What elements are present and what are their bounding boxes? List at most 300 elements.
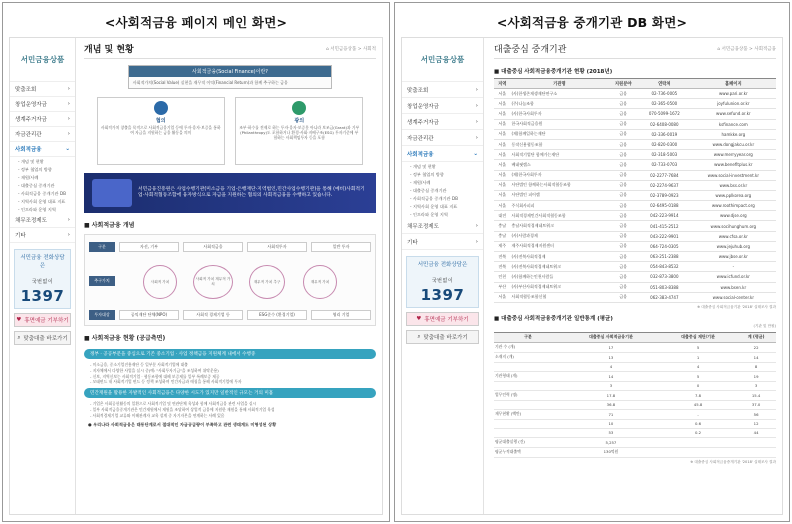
table-cell: 22 [736, 342, 776, 352]
table-row [494, 381, 776, 390]
call-center-title: 서민금융 전화상담은 [20, 255, 65, 270]
table-cell: 043-222-9901 [638, 231, 691, 241]
table-cell: (주)나눔조합 [510, 99, 608, 109]
sidebar-item-label: 자금관리관 [15, 132, 42, 138]
diagram-cell: 사회적 경제기업 등 [183, 310, 243, 320]
page-title: 개념 및 현황 ⌂ 서민금융상품 > 사회적 [84, 42, 376, 59]
table-source: ※ 대출중심 사회적금융기관 '2018' 실태조사 결과 [697, 304, 776, 309]
sidebar-item-label: 창업운영자금 [407, 103, 439, 110]
table-cell: 02-6408-0080 [638, 119, 691, 129]
table-header: 지원분야 [608, 79, 638, 89]
table-cell: 02-6495-0188 [638, 201, 691, 211]
custom-loan-button[interactable]: ⌕ 맞춤대출 바로가기 [14, 331, 71, 345]
status-line: - 지자체에서 다양한 사업을 실시 중(예: "사회투자기금"을 조성하여 위탁운용) [90, 368, 219, 374]
table-cell: 금융 [608, 170, 638, 180]
chevron-right-icon: › [475, 222, 478, 229]
breadcrumb[interactable]: ⌂ 서민금융상품 > 사회적금융 [717, 46, 776, 52]
custom-loan-button[interactable]: ⌕ 맞춤대출 바로가기 [406, 330, 479, 344]
table-cell[interactable]: www.bsen.kr [691, 282, 776, 292]
table-cell: 제주사회적경제지원센터 [510, 241, 608, 251]
donate-dormant-deposit-button[interactable]: ♥ 휴면예금 기부하기 [14, 313, 71, 327]
diagram-row-label: 추구가치 [89, 276, 115, 286]
table-cell [736, 437, 776, 447]
table-cell: (사)함께하는인천사람들 [510, 272, 608, 282]
table-cell [660, 447, 736, 457]
table-cell: 사단법인 피어랩 [510, 190, 608, 200]
table-cell: 1 [660, 352, 736, 362]
table-cell: 36.8 [562, 400, 660, 409]
donate-dormant-deposit-button[interactable]: ♥ 휴면예금 기부하기 [406, 312, 479, 326]
definition-heading: 사회적금융(Social Finance)이란? [129, 66, 331, 77]
chevron-right-icon: › [475, 238, 478, 245]
narrow-definition-card [97, 97, 225, 165]
sidebar-item[interactable] [402, 98, 483, 114]
table-cell: 44 [736, 428, 776, 437]
table-header: 지역 [494, 79, 510, 89]
call-center-number: 국번없이 1397 [20, 279, 65, 306]
table-cell: 서울 [494, 119, 510, 129]
sidebar-subitem[interactable]: - 개념 및 현황 [410, 163, 436, 169]
diagram-cell: 일반 투자 [311, 242, 371, 252]
table-cell: (사)전북사회적경제 [510, 252, 608, 262]
sidebar-item[interactable] [402, 146, 483, 162]
chevron-right-icon: › [67, 86, 70, 92]
table-cell: 0.6 [660, 419, 736, 428]
table-row [494, 352, 776, 362]
heart-icon: ♥ [416, 316, 422, 323]
table-row [494, 119, 776, 129]
status-bar-2: 민간재원을 활용한 자발적인 사회적금융은 다양한 시도가 있지만 일반적인 규모는 거의 미흡 [84, 388, 376, 398]
table-cell: 17.8 [562, 390, 660, 400]
table-cell: 15.4 [736, 390, 776, 400]
sidebar-item-label: 채무조정제도 [15, 218, 47, 225]
status-line: - 신보, 지역신보는 사회적기업 · 협동조합에 대해 보증제를 일부 특례보증 제공 [90, 373, 220, 379]
table-header: 홈페이지 [691, 79, 776, 89]
sidebar-item-label: 사회적금융 [15, 147, 42, 153]
table-cell [494, 428, 562, 437]
sidebar-subitem[interactable]: - 정부 협업의 방향 [18, 166, 52, 172]
sidebar-item[interactable] [10, 97, 75, 112]
table-cell: 서울 [494, 170, 510, 180]
sidebar-item[interactable] [10, 82, 75, 97]
table-cell: 서울 [494, 129, 510, 139]
table-row [494, 262, 776, 272]
table-header: 연락처 [638, 79, 691, 89]
table-cell: 130억원 [562, 447, 660, 457]
table-row [494, 89, 776, 99]
table-cell: 금융 [608, 211, 638, 221]
table-cell: 충남 [494, 231, 510, 241]
table-cell: 금융 [608, 201, 638, 211]
sidebar-item[interactable] [10, 112, 75, 127]
sidebar-subitem[interactable]: - 인프라와 운영 지역 [18, 206, 56, 212]
table-row [494, 180, 776, 190]
table-row [494, 437, 776, 447]
sidebar-subitem[interactable]: - 인프라와 운영 지역 [410, 211, 448, 217]
table-row [494, 409, 776, 419]
table-cell: 금융 [608, 129, 638, 139]
table-cell: 금융 [608, 190, 638, 200]
sidebar-item[interactable] [402, 114, 483, 130]
table-cell: (사)사람과경제 [510, 231, 608, 241]
table-row [494, 390, 776, 400]
sidebar-item[interactable] [402, 218, 483, 234]
table-cell: 충남사회적경제네트워크 [510, 221, 608, 231]
table-cell[interactable]: www.jejuhub.org [691, 241, 776, 251]
sidebar-logo[interactable]: 서민금융상품 [402, 38, 483, 82]
table-cell: 19 [736, 371, 776, 381]
table-cell: 금융 [608, 139, 638, 149]
table-row [494, 419, 776, 428]
sidebar-subitem[interactable]: - 사회적금융 중개기관 DB [410, 195, 459, 201]
sidebar-item-label: 맞춤조회 [407, 87, 429, 94]
chevron-right-icon: › [67, 116, 70, 122]
table-row [494, 129, 776, 139]
table-cell[interactable]: www.sefund.or.kr [691, 109, 776, 119]
table-header: 대출중심 사회적금융기관 [562, 332, 660, 342]
sidebar-item-label: 생계주거자금 [15, 117, 47, 123]
chevron-right-icon: › [475, 134, 478, 141]
table-row [494, 362, 776, 371]
sidebar-subitem[interactable]: - 재원/사례 [410, 179, 431, 185]
status-line: - 사회적경제기업 교류와 이해관계자 교육 설계 중 자기자본을 연계하는 사례 있음 [90, 412, 225, 418]
status-bar-1: 정부 · 공공부문을 중심으로 기존 중소기업 · 사업 정책금융 지원체계 내에서 수행중 [84, 349, 376, 359]
call-center-box [406, 256, 479, 308]
table-caption: ■ 대출중심 사회적금융중개기관 현황 (2018년) [494, 69, 613, 75]
table-cell: 금융 [608, 221, 638, 231]
table-cell: 02-2277-7684 [638, 170, 691, 180]
table-cell: 02-2274-9637 [638, 180, 691, 190]
table-row [494, 170, 776, 180]
table-row [494, 447, 776, 457]
left-main-content [78, 38, 382, 514]
table-cell[interactable]: www.cfsa.or.kr [691, 231, 776, 241]
table-cell: 3 [562, 381, 660, 390]
table-header: 대출중심 재단/기관 [660, 332, 736, 342]
table-cell: 02-318-5003 [638, 150, 691, 160]
table-cell: (사)한생존재생재단연구소 [510, 89, 608, 99]
table-cell: 사회적경제민간사회적협동조합 [510, 211, 608, 221]
sidebar-subitem[interactable]: - 정부 협업의 방향 [410, 171, 444, 177]
table-cell: 사회적기업단 함께가는재단 [510, 150, 608, 160]
table-cell: 53 [562, 428, 660, 437]
table-cell: 금융 [608, 180, 638, 190]
table-cell: 금융 [608, 89, 638, 99]
page-title: 대출중심 중개기관 ⌂ 서민금융상품 > 사회적금융 [494, 42, 776, 59]
sidebar-subitem[interactable]: - 재원/사례 [18, 174, 39, 180]
intermediary-db-page [401, 37, 783, 515]
sidebar-item[interactable] [402, 82, 483, 98]
search-icon: ⌕ [17, 334, 21, 341]
definition-text: 사회적가치(Social Value) 실현을 재무적 이익(Financial Return)과 함께 추구하는 금융 [132, 80, 288, 85]
table-cell[interactable]: - [691, 262, 776, 272]
call-center-number: 국번없이 1397 [420, 278, 465, 305]
table-cell: (사)전북사회적경제네트워크 [510, 262, 608, 272]
definition-box [128, 65, 332, 89]
table-cell: 4 [562, 362, 660, 371]
status-lines-1 [84, 359, 376, 388]
table-cell: 17 [562, 342, 660, 352]
table-cell: 45.8 [660, 400, 736, 409]
table-cell: 02-3789-0923 [638, 190, 691, 200]
banner-text: 서민금융진흥원은 사업수행기관(미소금융 기업·은행재단·지역법인,민간사업수행기관)을 통해 (예비)사회적기업·사회적협동조합에 융자방식으로 자금을 지원하는 협의의 사회적금융을 수행하고 있습니다. [138, 186, 365, 199]
chevron-right-icon: › [67, 232, 70, 239]
table-cell: 평균누적대출액 [494, 447, 562, 457]
table-cell: 12 [736, 419, 776, 428]
table-row [494, 150, 776, 160]
sidebar-item-label: 채무조정제도 [407, 223, 439, 230]
table-cell: 금융 [608, 272, 638, 282]
sidebar-item-label: 기타 [15, 233, 26, 240]
status-line: - 일부 사회적금융중개기관은 민간재원에서 재원을 조달하여 상업적 금융에 지원한 재원을 통해 사회적기업 육성 [90, 406, 275, 412]
table-cell: 업무인력 (명) [494, 390, 562, 400]
table-cell: 02-820-0300 [638, 139, 691, 149]
table-cell: 베네핏랩스 [510, 160, 608, 170]
table-cell: 부산 [494, 282, 510, 292]
sidebar-subitem[interactable]: - 대출중심 중개기관 [410, 187, 447, 193]
diagram-cell: 사회적금융 [183, 242, 243, 252]
diagram-cell: 자선, 기부 [119, 242, 179, 252]
table-cell: 기관 수 (개) [494, 342, 562, 352]
table-cell[interactable]: www.merryyear.org [691, 150, 776, 160]
chevron-right-icon: › [475, 86, 478, 93]
sidebar-subitem[interactable]: - 지역사회 운영 대표 지표 [18, 198, 66, 204]
sidebar-subitem[interactable]: - 사회적금융 중개기관 DB [18, 190, 67, 196]
diagram-row-label: 투자대상 [89, 310, 115, 320]
diagram-cell: ESG준수 (환경기업) [247, 310, 307, 320]
table-cell: 평균대출실행 (건) [494, 437, 562, 447]
table-row [494, 201, 776, 211]
table-row [494, 221, 776, 231]
table-cell: 제주 [494, 241, 510, 251]
status-line: - 기업은 사회공헌활동의 일환으로 사회적기업 및 연관단체 육성과 함께 사회적금융 관련 사업을 실시 [90, 401, 257, 407]
table-cell[interactable]: www.benefitplus.kr [691, 160, 776, 170]
right-caption: <사회적금융 중개기관 DB 화면> [496, 15, 688, 30]
diagram-cell: 공익재단 단체(NPO) [119, 310, 179, 320]
table-cell: 서울 [494, 190, 510, 200]
table-cell: 금융 [608, 119, 638, 129]
table-header: 구분 [494, 332, 562, 342]
table-cell[interactable]: www.socihunghum.org [691, 221, 776, 231]
table-row [494, 190, 776, 200]
status-line: - 미소금융, 중소기업진흥재단 등 일부분 사회적기업에 대출 [90, 362, 188, 368]
heart-icon: ♥ [16, 317, 22, 324]
table-row [494, 139, 776, 149]
table-cell[interactable]: www.dongjakcu.or.kr [691, 139, 776, 149]
table-cell: 4 [660, 362, 736, 371]
table-cell: 0.2 [660, 428, 736, 437]
table-cell: 14 [736, 352, 776, 362]
table-cell: 02-736-0005 [638, 89, 691, 99]
search-icon: ⌕ [417, 333, 421, 340]
table-cell [736, 447, 776, 457]
table-cell[interactable]: www.bss.or.kr [691, 180, 776, 190]
chevron-right-icon: ⌄ [473, 150, 478, 157]
table-row [494, 211, 776, 221]
table-cell [494, 362, 562, 371]
sidebar-subitem[interactable]: - 대출중심 중개기관 [18, 182, 55, 188]
right-screenshot-panel [394, 2, 790, 522]
table-cell[interactable]: www.icfund.or.kr [691, 272, 776, 282]
table-cell: 062-383-4747 [638, 292, 691, 302]
table-header: 기관명 [510, 79, 608, 89]
sidebar-item[interactable] [10, 228, 75, 243]
right-sidebar [402, 38, 484, 514]
table-cell[interactable]: www.jbse.or.kr [691, 252, 776, 262]
table-cell: 02-336-0019 [638, 129, 691, 139]
card-title: 광의 [294, 118, 305, 125]
table-cell: 7.8 [660, 390, 736, 400]
table-cell: 금융 [608, 252, 638, 262]
table-cell [494, 381, 562, 390]
table-cell: 063-251-2388 [638, 252, 691, 262]
chevron-right-icon: › [475, 102, 478, 109]
table-cell: 5,257 [562, 437, 660, 447]
table-cell: (사)부산사회적경제네트워크 [510, 282, 608, 292]
table-cell: 금융 [608, 282, 638, 292]
table-cell: 서울 [494, 160, 510, 170]
table-cell: 동작신용협동조합 [510, 139, 608, 149]
table-cell: 서울 [494, 139, 510, 149]
table-cell[interactable]: hamkke.org [691, 129, 776, 139]
table-cell[interactable]: www.pari.or.kr [691, 89, 776, 99]
table-cell [494, 419, 562, 428]
table-cell: 금융 [608, 262, 638, 272]
table-cell: 서울 [494, 99, 510, 109]
sidebar-item[interactable] [402, 234, 483, 250]
broad-definition-card [235, 97, 363, 165]
table-cell: (사)한국사회투자 [510, 109, 608, 119]
table-row [494, 428, 776, 437]
card-text: 조부·하수를 전제로 하는 투자·융자·보증분 아니라 보조금(Grant)과 기부(Philanthropy)도 포함하거나 환경·사회·지배구조(ESG) 투자기준에 부합하는 사회책임투자 등을 포함 [239, 125, 360, 141]
sidebar-item[interactable] [402, 130, 483, 146]
sidebar-item-label: 자금관리관 [407, 135, 434, 142]
table-cell: 기관형태 (개) [494, 371, 562, 381]
sidebar-item-label: 사회적금융 [407, 151, 434, 158]
table-cell: 37.0 [736, 400, 776, 409]
section-heading-concept: ■ 사회적금융 개념 [84, 222, 135, 230]
table-cell[interactable]: www.roothimpact.org [691, 201, 776, 211]
table-row [494, 292, 776, 302]
table-cell: 5 [660, 371, 736, 381]
table-cell: 서울 [494, 201, 510, 211]
table-cell: 주식회사피피 [510, 201, 608, 211]
sidebar-item-label: 창업운영자금 [15, 102, 47, 108]
diagram-cell: 사회적투자 [247, 242, 307, 252]
table-cell: 금융 [608, 160, 638, 170]
table-cell: 0 [660, 381, 736, 390]
intermediary-table [494, 78, 776, 303]
diagram-row-label: 구분 [89, 242, 115, 252]
diagram-cell: 영리 기업 [311, 310, 371, 320]
chevron-right-icon: › [67, 131, 70, 137]
table-cell: 금융 [608, 109, 638, 119]
table-cell: 금융 [608, 231, 638, 241]
broad-icon [292, 101, 306, 115]
sidebar-subitem[interactable]: - 지역사회 운영 대표 지표 [410, 203, 458, 209]
table-cell: 02-733-0703 [638, 160, 691, 170]
sidebar-subitem[interactable]: - 개념 및 현황 [18, 158, 44, 164]
sidebar-item[interactable] [10, 142, 75, 157]
table-cell: 8 [736, 362, 776, 371]
table-cell: 서울 [494, 109, 510, 119]
table-row [494, 241, 776, 251]
table-row [494, 342, 776, 352]
card-title: 협의 [155, 118, 166, 125]
table-row [494, 272, 776, 282]
table-cell: 재무현황 (백만) [494, 409, 562, 419]
table-cell[interactable]: joyfulunion.or.kr [691, 99, 776, 109]
sidebar-item[interactable] [10, 127, 75, 142]
table-cell: 인천 [494, 272, 510, 282]
table-cell: 10 [562, 419, 660, 428]
sidebar-logo[interactable]: 서민금융상품 [10, 38, 75, 82]
left-screenshot-panel [2, 2, 390, 522]
table-cell[interactable]: www.djse.org [691, 211, 776, 221]
table-cell: 소재지 (개) [494, 352, 562, 362]
table-cell: 금융 [608, 150, 638, 160]
table-row [494, 109, 776, 119]
table-row [494, 371, 776, 381]
table-cell: 전북 [494, 262, 510, 272]
table-cell: 서울 [494, 150, 510, 160]
sidebar-item[interactable] [10, 213, 75, 228]
diagram-ellipse: 사회적 가치 재무적 가치 [193, 265, 233, 299]
table-cell[interactable]: www.social-center.kr [691, 292, 776, 302]
table2-caption: ■ 대출중심 사회적금융중개기관 일반통계 (평균) [494, 315, 613, 322]
table-cell: 14 [562, 371, 660, 381]
table-row [494, 160, 776, 170]
table-cell: 사단법인 함께하는사회적협동조합 [510, 180, 608, 190]
table-cell: 56 [736, 409, 776, 419]
table-cell: 71 [562, 409, 660, 419]
table-cell: 금융 [608, 241, 638, 251]
table-row [494, 99, 776, 109]
call-center-box [14, 249, 71, 309]
info-banner [84, 173, 376, 213]
table-row [494, 400, 776, 409]
table-cell[interactable]: ksfinance.com [691, 119, 776, 129]
banner-illustration [92, 179, 132, 207]
table-cell[interactable]: www.pplkorea.org [691, 190, 776, 200]
concept-diagram [84, 234, 376, 326]
table-cell: 충남 [494, 221, 510, 231]
table-cell: 3 [736, 381, 776, 390]
left-caption: <사회적금융 페이지 메인 화면> [104, 15, 288, 30]
table-cell: 02-365-0500 [638, 99, 691, 109]
social-finance-main-page [9, 37, 383, 515]
call-center-title: 서민금융 전화상담은 [417, 262, 468, 269]
sidebar-item-label: 맞춤조회 [15, 87, 37, 93]
chevron-right-icon: › [67, 217, 70, 224]
status-lines-2 [84, 398, 376, 421]
table-cell: 051-803-8388 [638, 282, 691, 292]
table-cell: 13 [562, 352, 660, 362]
table-cell: - [660, 409, 736, 419]
table-cell: (재)함께일하는재단 [510, 129, 608, 139]
breadcrumb[interactable]: ⌂ 서민금융상품 > 사회적 [325, 46, 376, 52]
table-cell: (재)한국사회투자 [510, 170, 608, 180]
definition-cards [84, 97, 376, 165]
table-cell[interactable]: www.social-investment.kr [691, 170, 776, 180]
home-icon: ⌂ [325, 46, 329, 52]
chevron-right-icon: › [67, 101, 70, 107]
section-heading-status: ■ 사회적금융 현황 (공급측면) [84, 335, 166, 343]
table-cell: 전북 [494, 252, 510, 262]
table-cell: 서울 [494, 89, 510, 99]
chevron-right-icon: ⌄ [65, 146, 70, 152]
table-cell: 042-223-9914 [638, 211, 691, 221]
